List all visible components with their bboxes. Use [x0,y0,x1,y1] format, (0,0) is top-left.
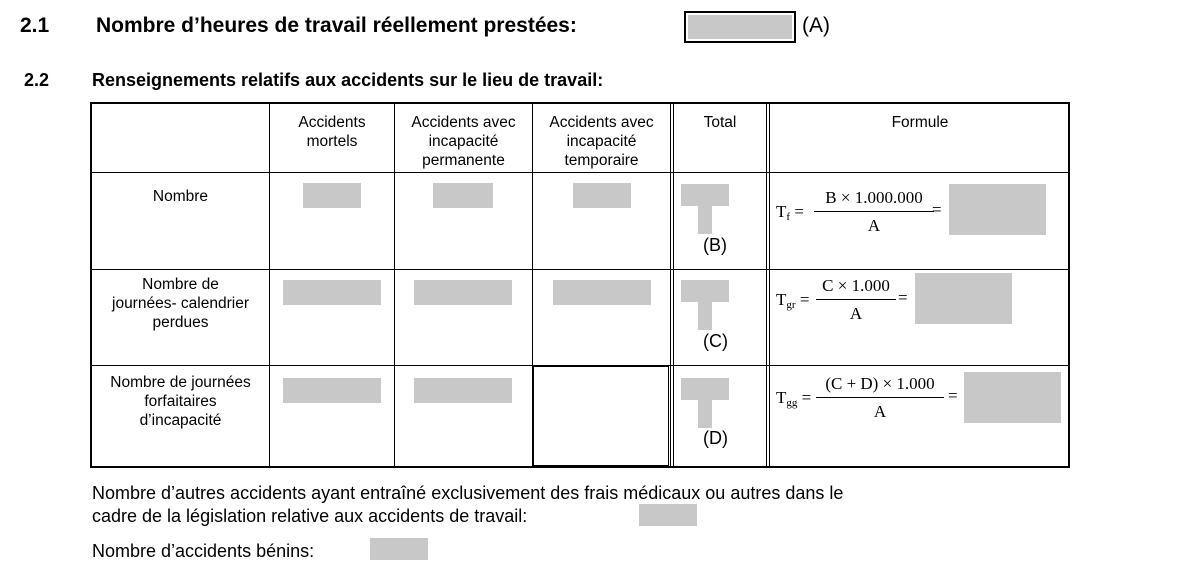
formula-tgr: $T_{gr}$ = $\frac{C \times 1.000}{A}$ = [776,276,908,323]
header-permanente: Accidents avec incapacité permanente [411,114,516,169]
marker-c: (C) [703,331,728,351]
total-field-d[interactable] [681,378,729,428]
total-field-c[interactable] [681,280,729,330]
field-journees-permanente[interactable] [414,280,512,305]
field-forfaitaires-mortels[interactable] [283,378,381,403]
benins-label: Nombre d’accidents bénins: [92,541,315,561]
header-temporaire: Accidents avec incapacité temporaire [549,114,654,169]
header-total: Total [703,114,737,131]
header-mortels: Accidents mortels [298,114,366,150]
formula-tgg: $T_{gg}$ = $\frac{(C + D) \times 1.000}{A}$ = [776,374,958,421]
formula-tf: $T_f$ = $\frac{B \times 1.000.000}{A}$ = [776,188,942,235]
field-forfaitaires-permanente[interactable] [414,378,512,403]
header-formule: Formule [891,114,949,131]
field-journees-mortels[interactable] [283,280,381,305]
formula-tf-numerator: B × 1.000.000 [814,188,934,212]
row-label-journees-forfaitaires: Nombre de journées forfaitaires d’incapacité [110,374,251,429]
field-nombre-temporaire[interactable] [573,183,631,208]
formula-tgg-denominator: A [873,402,887,421]
result-tf[interactable] [949,184,1046,235]
result-tgr[interactable] [915,273,1012,324]
formula-tgg-numerator: (C + D) × 1.000 [816,374,944,398]
formula-tf-denominator: A [867,216,881,235]
other-accidents-line-2: cadre de la législation relative aux accidents de travail: [92,506,528,526]
result-tgg[interactable] [964,372,1061,423]
other-accidents-field[interactable] [639,504,697,526]
row-label-journees-perdues: Nombre de journées- calendrier perdues [112,276,249,331]
formula-tgr-numerator: C × 1.000 [816,276,896,300]
total-field-b[interactable] [681,184,729,234]
formula-tgr-denominator: A [849,304,863,323]
row-label-nombre: Nombre [152,188,209,205]
field-nombre-permanente[interactable] [433,183,493,208]
marker-a: (A) [802,14,830,37]
field-nombre-mortels[interactable] [303,183,361,208]
marker-d: (D) [703,428,728,448]
section-2-2-number: 2.2 [24,70,50,90]
marker-b: (B) [703,235,727,255]
section-2-1-number: 2.1 [20,14,50,37]
section-2-2-title: Renseignements relatifs aux accidents sur le lieu de travail: [92,70,604,90]
other-accidents-line-1: Nombre d’autres accidents ayant entraîné exclusivement des frais médicaux ou autres dans le [92,483,844,503]
benins-field[interactable] [370,538,428,560]
field-journees-temporaire[interactable] [553,280,651,305]
hours-worked-field[interactable] [684,11,796,43]
section-2-1-title: Nombre d’heures de travail réellement prestées: [96,14,577,37]
